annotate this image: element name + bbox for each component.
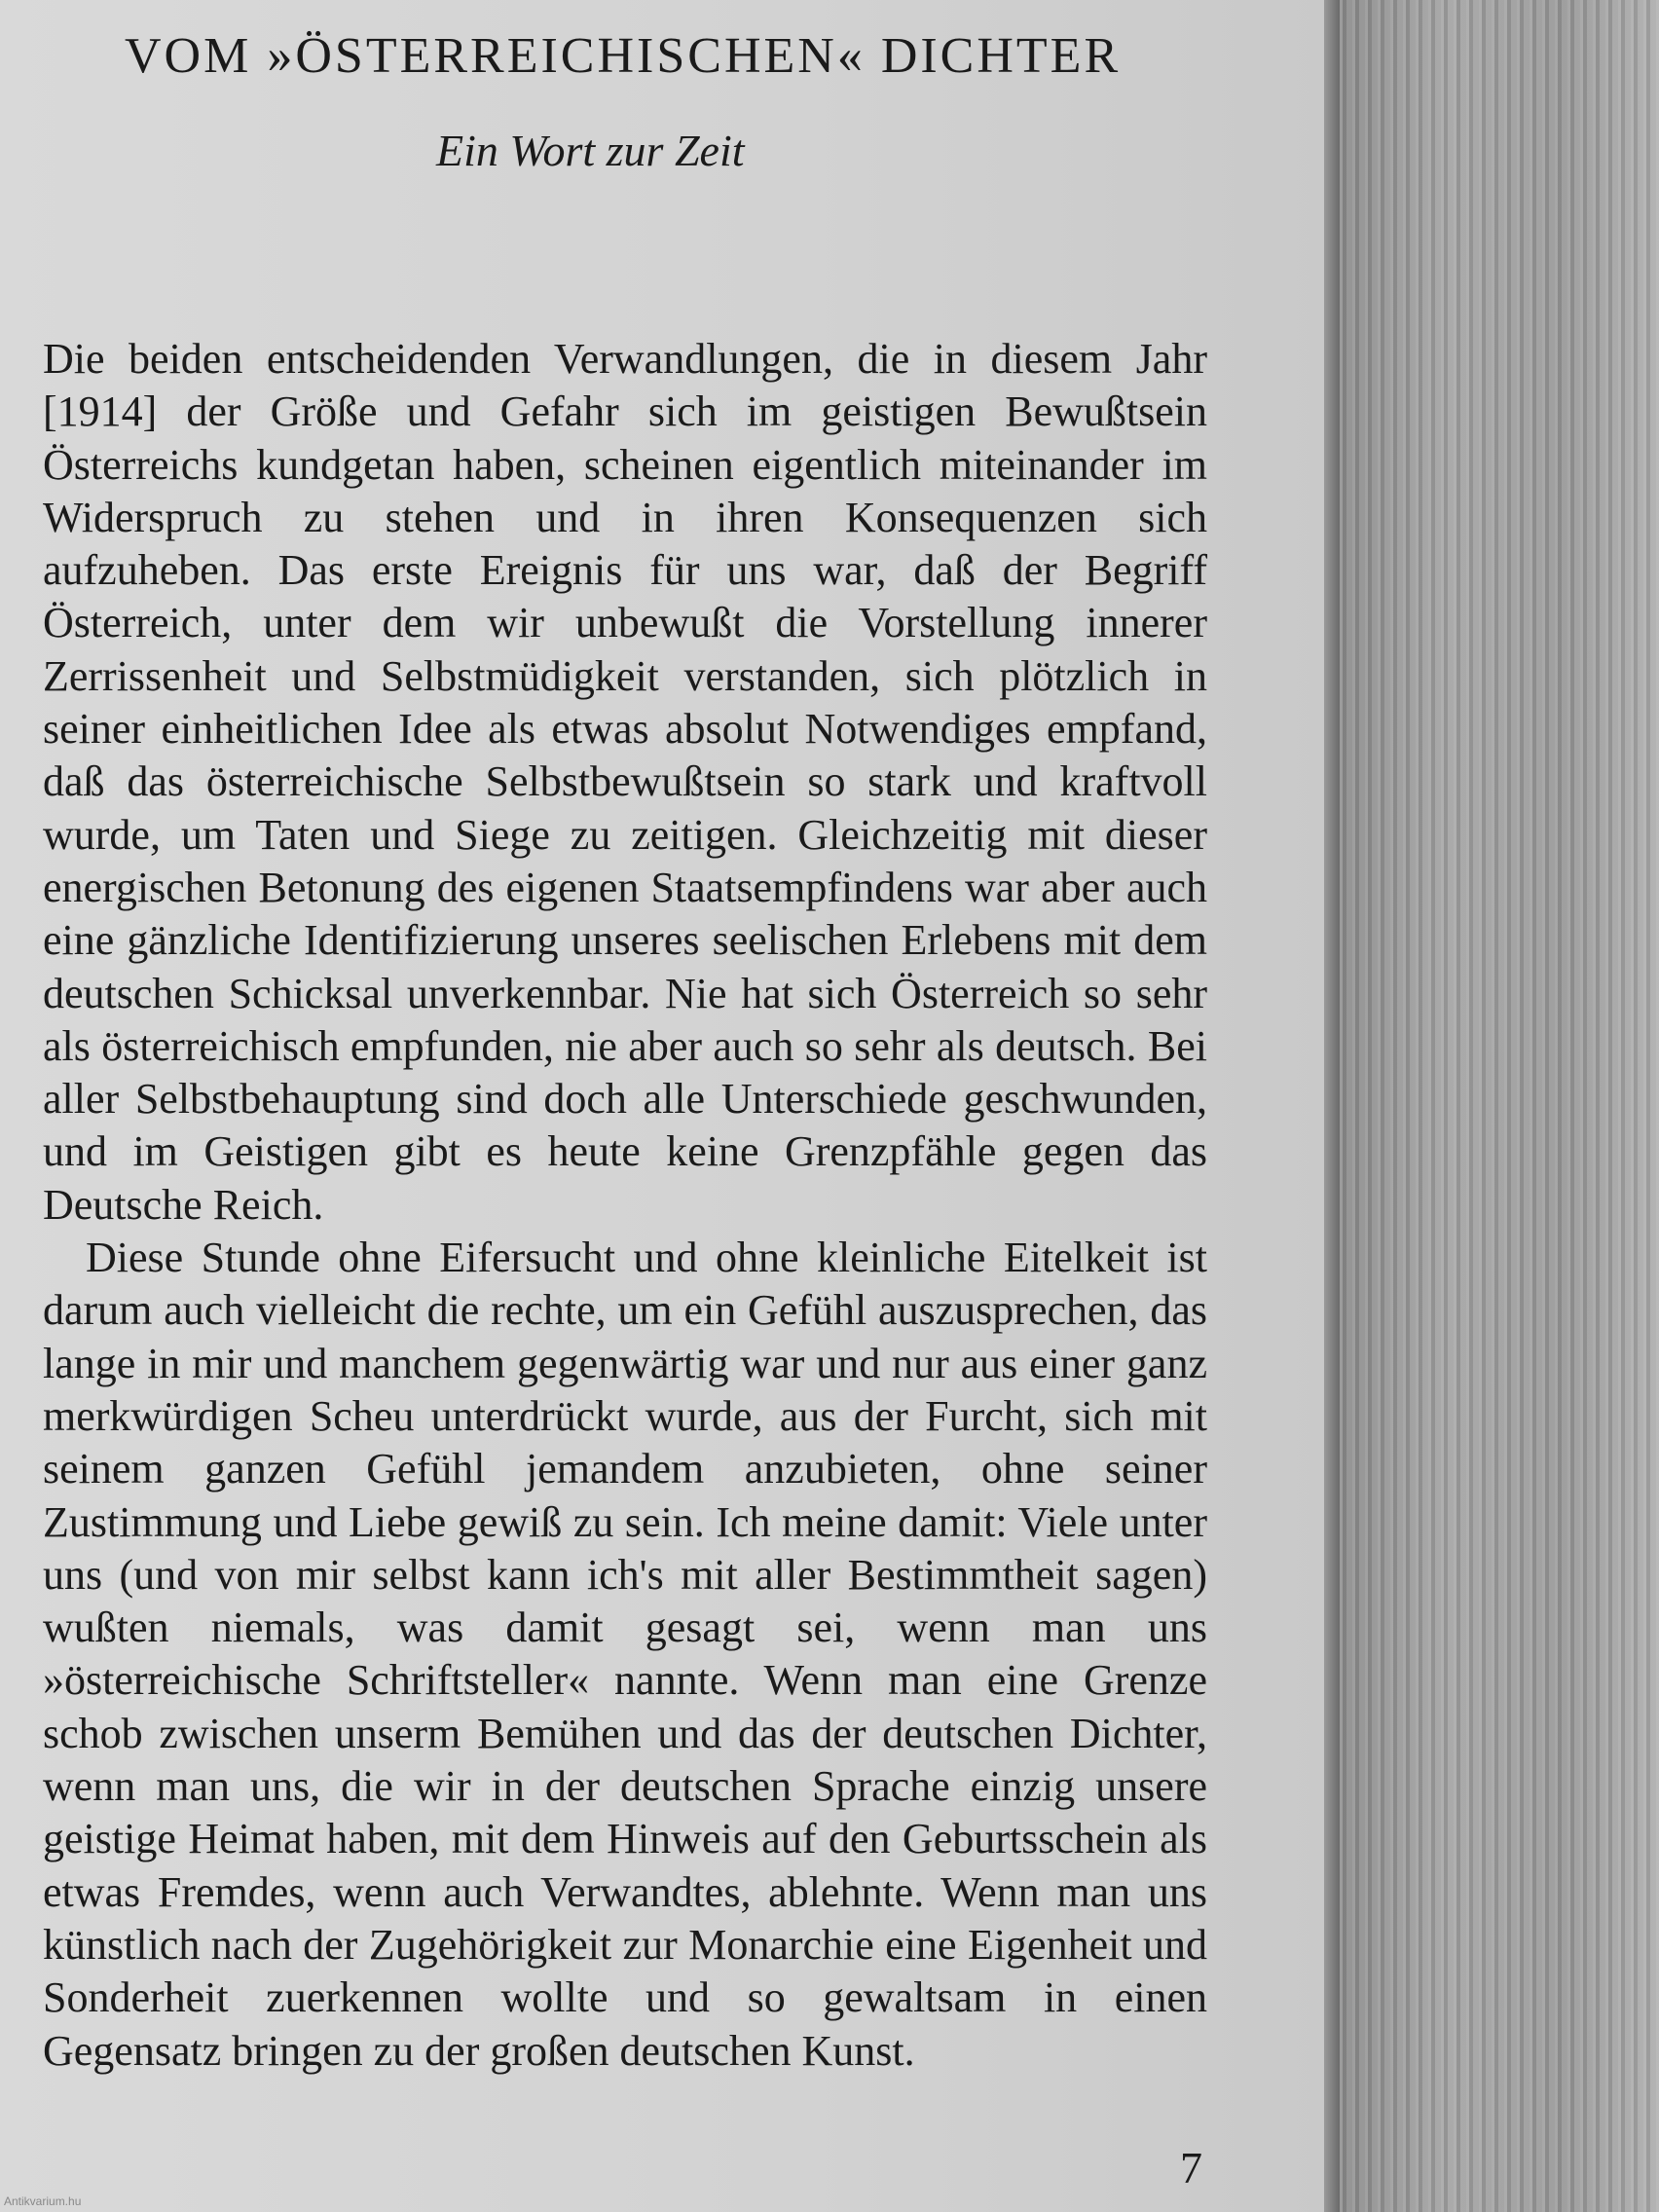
page-title: VOM »ÖSTERREICHISCHEN« DICHTER [125, 28, 1122, 84]
wood-background [1340, 0, 1659, 2212]
watermark: Antikvarium.hu [4, 2194, 82, 2208]
page-edge [1324, 0, 1340, 2212]
paragraph-2: Diese Stunde ohne Eifersucht und ohne kleinliche Eitelkeit ist darum auch vielleicht die rechte, um ein Gefühl auszusprechen, das lange in mir und manchem gegenwärtig war und nur aus einer ganz merkwürdigen Scheu unterdrückt wurde, aus der Furcht, sich mit seinem ganzen Gefühl jemandem anzubieten, ohne seiner Zustimmung und Liebe gewiß zu sein. Ich meine damit: Viele unter uns (und von mir selbst kann ich's mit aller Bestimmtheit sagen) wußten niemals, was damit gesagt sei, wenn man uns »österreichische Schriftsteller« nannte. Wenn man eine Grenze schob zwischen unserm Bemühen und das der deutschen Dichter, wenn man uns, die wir in der deutschen Sprache einzig unsere geistige Heimat haben, mit dem Hinweis auf den Geburtsschein als etwas Fremdes, wenn auch Verwandtes, ablehnte. Wenn man uns künstlich nach der Zugehörigkeit zur Monarchie eine Eigenheit und Sonderheit zuerkennen wollte und so gewaltsam in einen Gegensatz bringen zu der großen deutschen Kunst. [43, 1234, 1207, 2075]
paragraph-1: Die beiden entscheidenden Verwandlungen, die in diesem Jahr [1914] der Größe und Gefahr sich im geistigen Bewußtsein Österreichs kundgetan haben, scheinen eigentlich miteinander im Widerspruch zu stehen und in ihren Konsequenzen sich aufzuheben. Das erste Ereignis für uns war, daß der Begriff Österreich, unter dem wir unbewußt die Vorstellung innerer Zerrissenheit und Selbstmüdigkeit verstanden, sich plötzlich in seiner einheitlichen Idee als etwas absolut Notwendiges empfand, daß das österreichische Selbstbewußtsein so stark und kraftvoll wurde, um Taten und Siege zu zeitigen. Gleichzeitig mit dieser energischen Betonung des eigenen Staatsempfindens war aber auch eine gänzliche Identifizierung unseres seelischen Erlebens mit dem deutschen Schicksal unverkennbar. Nie hat sich Österreich so sehr als österreichisch empfunden, nie aber auch so sehr als deutsch. Bei aller Selbstbehauptung sind doch alle Unterschiede geschwunden, und im Geistigen gibt es heute keine Grenzpfähle gegen das Deutsche Reich. [43, 335, 1207, 1229]
body-text [43, 333, 1207, 2078]
page-subtitle: Ein Wort zur Zeit [436, 126, 745, 175]
page-number: 7 [1180, 2143, 1202, 2193]
